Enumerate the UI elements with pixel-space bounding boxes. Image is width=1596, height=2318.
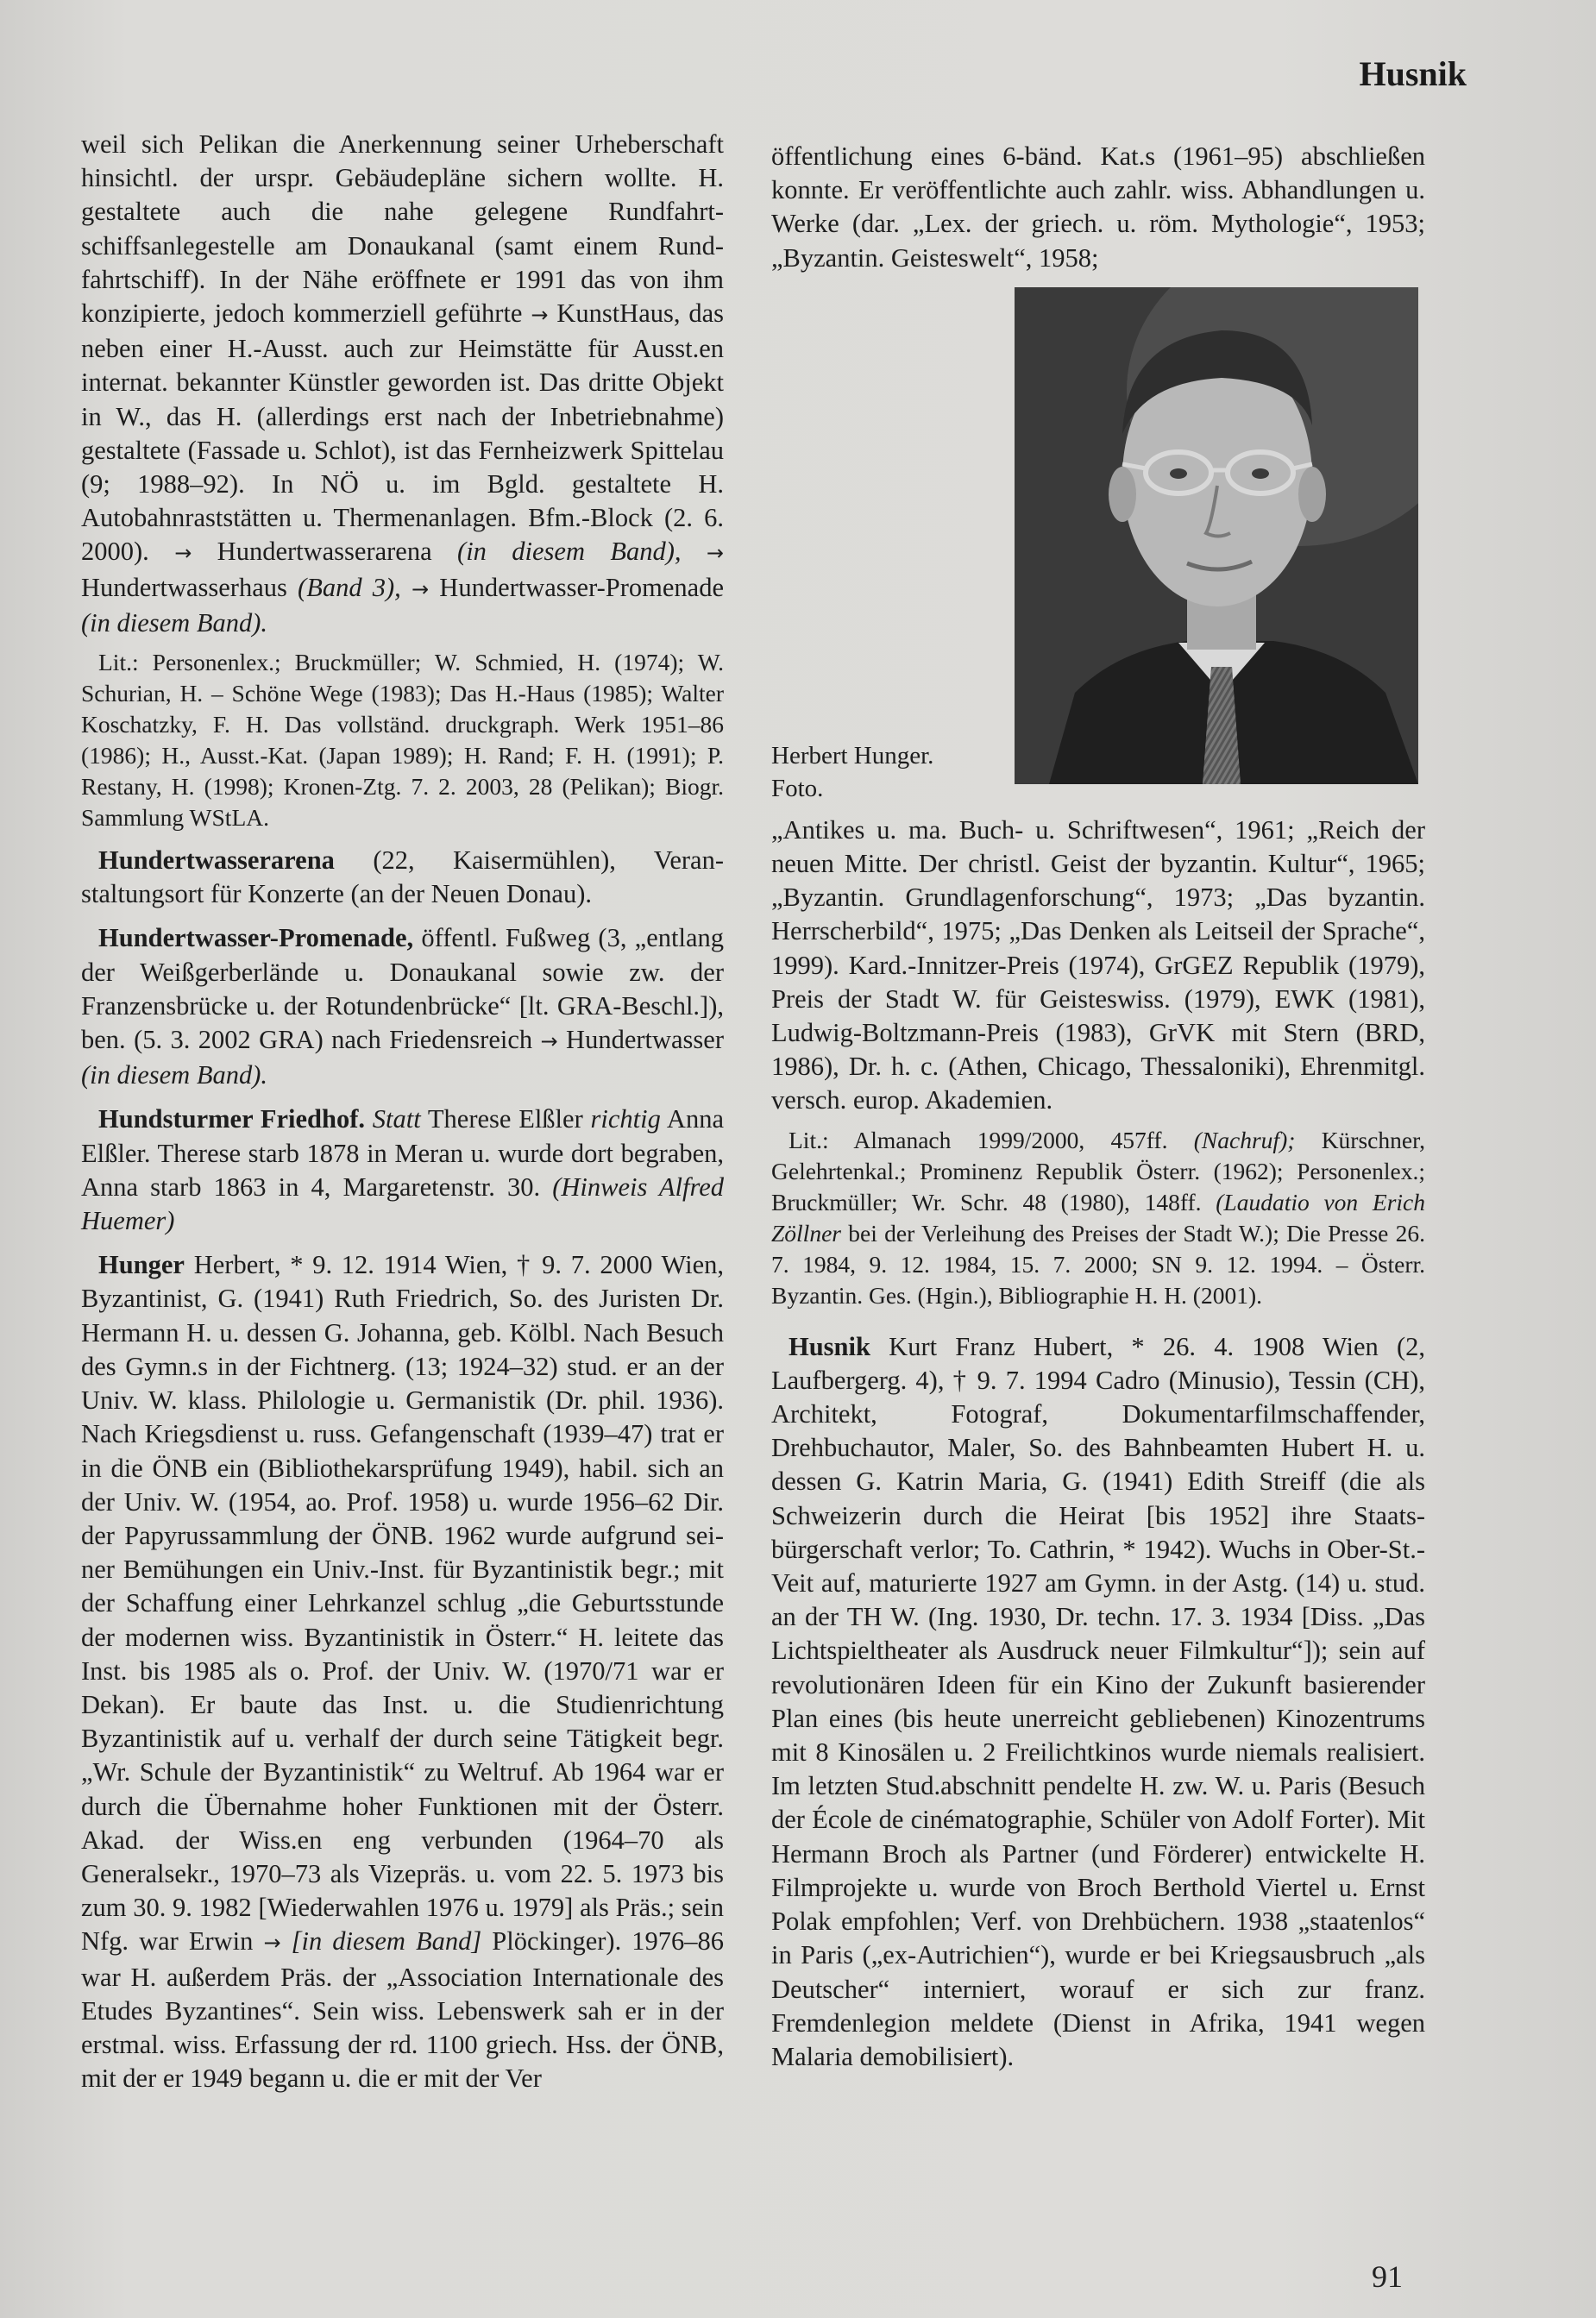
- running-header: Husnik: [1359, 54, 1467, 93]
- figure-caption: Herbert Hunger. Foto.: [771, 741, 934, 802]
- literature-note: Lit.: Almanach 1999/2000, 457ff. (Nachruf); Kürschner, Gelehrtenkal.; Prominenz Republik Österr. (1962); Personenlex.; Bruckmüller; Wr. Schr. 48 (1980), 148ff. (Laudatio von Erich Zöllner bei der Verleihung des Preises der Stadt W.); Die Presse 26. 7. 1984, 9. 12. 1984, 15. 7. 2000; SN 9. 12. 1994. – Österr. Byzantin. Ges. (Hgin.), Bibliographie H. H. (2001).: [771, 1126, 1426, 1309]
- page-number: 91: [1372, 2259, 1403, 2294]
- continued-paragraph: weil sich Pelikan die Anerkennung seiner Urheberschaft hinsichtl. der urspr. Gebäudepläne sichern wollte. H. gestaltete auch die nahe gelegene Rundfahrtschiffsanlegestelle am Donaukanal (samt einem Rundfahrtschiff). In der Nähe eröffnete er 1991 das von ihm konzipierte, jedoch kommerziell geführte → KunstHaus, das neben einer H.-Ausst. auch zur Heimstätte für Ausst.en internat. bekannter Künstler geworden ist. Das dritte Objekt in W., das H. (allerdings erst nach der Inbetriebnahme) gestaltete (Fassade u. Schlot), ist das Fernheizwerk Spittelau (9; 1988–92). In NÖ u. im Bgld. gestaltete H. Autobahnraststätten u. Thermenanlagen. Bfm.-Block (2. 6. 2000). → Hundertwasserarena (in diesem Band), → Hundertwasserhaus (Band 3), → Hundertwasser-Promenade (in diesem Band).: [81, 129, 725, 638]
- entry-hunger-continued: „Antikes u. ma. Buch- u. Schriftwesen“, 1961; „Reich der neuen Mitte. Der christl. Geist der byzantin. Kultur“, 1965; „Byzantin. Grundlagenforschung“, 1973; „Das byzantin. Herrscherbild“, 1975; „Das Denken als Leitseil der Sprache“, 1999). Kard.-Innitzer-Preis (1974), GrGEZ Republik (1979), Preis der Stadt W. für Geisteswiss. (1979), EWK (1981), Ludwig-Boltzmann-Preis (1983), GrVK mit Stern (BRD, 1986), Dr. h. c. (Athen, Chicago, Thessaloniki), Ehrenmitgl. versch. europ. Akademien.: [771, 814, 1425, 1115]
- continued-paragraph: öffentlichung eines 6-bänd. Kat.s (1961–95) abschließen konnte. Er veröffentlichte auch zahlr. wiss. Abhandlungen u. Werke (dar. „Lex. der griech. u. röm. Mythologie“, 1953; „Byzantin. Geisteswelt“, 1958;: [771, 141, 1425, 273]
- cross-reference-arrow-icon: →: [263, 1931, 281, 1956]
- cross-reference-arrow-icon: →: [706, 541, 725, 566]
- entry-headword: Hundsturmer Friedhof.: [98, 1104, 365, 1134]
- entry-hunger: Hunger Herbert, * 9. 12. 1914 Wien, † 9. 7. 2000 Wien, Byzantinist, G. (1941) Ruth Friedrich, So. des Juristen Dr. Hermann H. u. dessen G. Johanna, geb. Kölbl. Nach Besuch des Gymn.s in der Fichtnerg. (13; 1924–32) stud. er an der Univ. W. klass. Philologie u. Germanistik (Dr. phil. 1936). Nach Kriegsdienst u. russ. Gefangenschaft (1939–47) trat er in die ÖNB ein (Bibliothekarsprüfung 1949), habil. sich an der Univ. W. (1954, ao. Prof. 1958) u. wurde 1956–62 Dir. der Papyrussammlung der ÖNB. 1962 wurde aufgrund seiner Bemühungen ein Univ.-Inst. für Byzantinistik begr.; mit der Schaffung einer Lehrkanzel schlug „die Geburtsstunde der modernen wiss. Byzantinistik in Österr.“ H. leitete das Inst. bis 1985 als o. Prof. der Univ. W. (1970/71 war er Dekan). Er baute das Inst. u. die Studienrichtung Byzantinistik auf u. verhalf der durch seine Tätigkeit begr. „Wr. Schule der Byzantinistik“ zu Weltruf. Ab 1964 war er durch die Übernahme hoher Funktionen mit der Österr. Akad. der Wiss.en eng verbunden (1964–70 als Generalsekr., 1970–73 als Vizepräs. u. vom 22. 5. 1973 bis zum 30. 9. 1982 [Wiederwahlen 1976 u. 1979] als Präs.; sein Nfg. war Erwin → [in diesem Band] Plöckinger). 1976–86 war H. außerdem Präs. der „Association Internationale des Etudes Byzantines“. Sein wiss. Lebenswerk sah er in der erstmal. wiss. Erfassung der rd. 1100 griech. Hss. der ÖNB, mit der er 1949 begann u. die er mit der Ver: [81, 1250, 724, 2094]
- entry-hundertwasserarena: Hundertwasserarena (22, Kaisermühlen), Veranstaltungsort für Konzerte (an der Neuen Donau).: [81, 845, 724, 909]
- entry-headword: Hundertwasser-Promenade,: [98, 923, 414, 953]
- entry-hundertwasser-promenade: Hundertwasser-Promenade, öffentl. Fußweg (3, „entlang der Weißgerberlände u. Donaukanal sowie zw. der Franzensbrücke u. der Rotundenbrücke“ [lt. GRA-Beschl.]), ben. (5. 3. 2002 GRA) nach Friedensreich → Hundertwasser (in diesem Band).: [81, 923, 724, 1090]
- cross-reference-arrow-icon: →: [531, 303, 549, 328]
- left-column: [81, 128, 724, 2095]
- portrait-figure: [771, 287, 1425, 805]
- cross-reference-arrow-icon: →: [412, 576, 430, 601]
- cross-reference-arrow-icon: →: [540, 1029, 558, 1054]
- portrait-photo-drawing: [1015, 287, 1418, 784]
- literature-note: Lit.: Personenlex.; Bruckmüller; W. Schmied, H. (1974); W. Schurian, H. – Schöne Wege (1983); Das H.-Haus (1985); Walter Koschatzky, F. H. Das vollständ. druckgraph. Werk 1951–86 (1986); H., Ausst.-Kat. (Japan 1989); H. Rand; F. H. (1991); P. Restany, H. (1998); Kronen-Ztg. 7. 2. 2003, 28 (Pelikan); Biogr. Sammlung WStLA.: [81, 649, 724, 832]
- cross-reference-arrow-icon: →: [174, 541, 192, 566]
- entry-husnik: Husnik Kurt Franz Hubert, * 26. 4. 1908 Wien (2, Laufbergerg. 4), † 9. 7. 1994 Cadro (Minusio), Tessin (CH), Architekt, Fotograf, Dokumentarfilmschaffender, Drehbuchautor, Maler, So. des Bahnbeamten Hubert H. u. dessen G. Katrin Maria, G. (1941) Edith Streiff (die als Schweizerin durch die Heirat [bis 1952] ihre Staatsbürgerschaft verlor; To. Cathrin, * 1942). Wuchs in Ober-St.-Veit auf, maturierte 1927 am Gymn. in der Astg. (14) u. stud. an der TH W. (Ing. 1930, Dr. techn. 17. 3. 1934 [Diss. „Das Lichtspieltheater als Ausdruck neuer Filmkultur“]); sein auf revolutionären Ideen für ein Kino der Zukunft basierender Plan eines (bis heute unerreicht gebliebenen) Kinozentrums mit 8 Kinosälen u. 2 Freilichtkinos wurde niemals realisiert. Im letzten Stud.abschnitt pendelte H. zw. W. u. Paris (Besuch der École de cinématographie, Schüler von Adolf Forter). Mit Hermann Broch als Partner (und Förderer) entwickelte H. Filmprojekte u. wurde von Broch Berthold Viertel u. Ernst Polak empfohlen; Verf. von Drehbüchern. 1938 „staatenlos“ in Paris („ex-Autrichien“), wurde er bei Kriegsausbruch „als Deutscher“ interniert, worauf er sich zur franz. Fremdenlegion meldete (Dienst in Afrika, 1941 wegen Malaria demobilisiert).: [771, 1331, 1425, 2071]
- entry-headword: Hundertwasserarena: [98, 845, 335, 876]
- right-column: [771, 140, 1425, 2074]
- entry-headword: Hunger: [98, 1250, 185, 1280]
- entry-hundsturmer-friedhof: Hundsturmer Friedhof. Statt Therese Elßler richtig Anna Elßler. Therese starb 1878 in Meran u. wurde dort begraben, Anna starb 1863 in 4, Margaretenstr. 30. (Hinweis Alfred Huemer): [81, 1104, 724, 1236]
- portrait-photo: [1015, 287, 1418, 784]
- entry-headword: Husnik: [789, 1331, 870, 1361]
